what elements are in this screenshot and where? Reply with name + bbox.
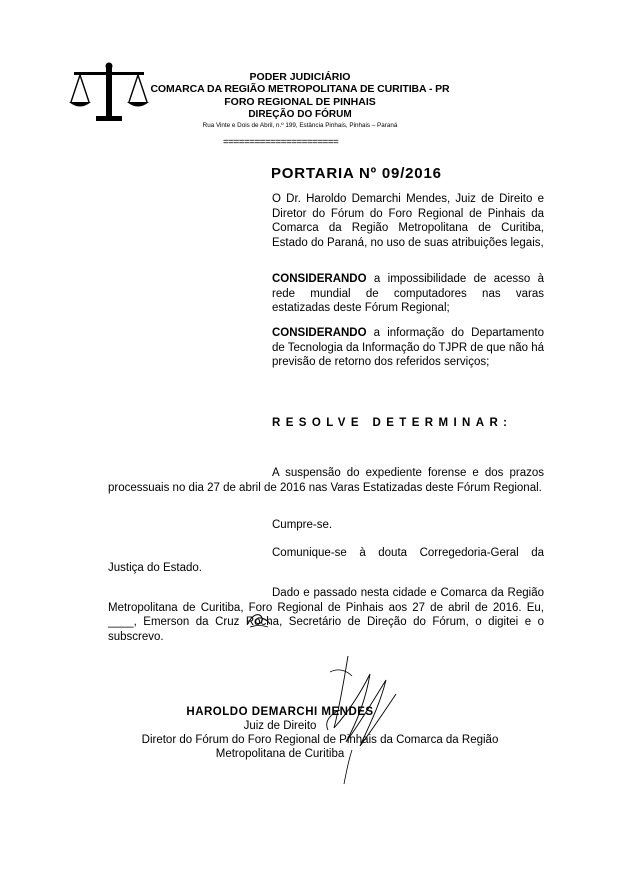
intro-paragraph: O Dr. Haroldo Demarchi Mendes, Juiz de Direito e Diretor do Fórum do Foro Regional de Pinhais da Comarca da Região Metropolitana de Curitiba, Estado do Paraná, no uso de suas atribuições legais, [272, 193, 544, 249]
cumpra-line: Cumpre-se. [272, 519, 333, 531]
scales-of-justice-icon [68, 62, 150, 124]
considerando-keyword: CONSIDERANDO [272, 327, 367, 339]
header-comarca: COMARCA DA REGIÃO METROPOLITANA DE CURITIBA - PR [150, 83, 450, 95]
signature-position-line1: Diretor do Fórum do Foro Regional de Pinhais da Comarca da Região [141, 734, 499, 746]
signature-role: Juiz de Direito [243, 720, 317, 732]
header-poder-judiciario: PODER JUDICIÁRIO [249, 71, 351, 83]
header-direcao: DIREÇÃO DO FÓRUM [248, 109, 352, 120]
resolve-heading: RESOLVE DETERMINAR: [272, 417, 513, 429]
considerando-paragraph-1 [272, 272, 544, 316]
initials-signature [246, 610, 272, 630]
considerando-text: a impossibilidade de acesso à rede mundial de computadores nas varas estatizadas deste Fórum Regional; [272, 273, 544, 314]
determination-paragraph: A suspensão do expediente forense e dos prazos processuais no dia 27 de abril de 2016 nas Varas Estatizadas deste Fórum Regional. [108, 467, 544, 494]
dado-paragraph: Dado e passado nesta cidade e Comarca da Região Metropolitana de Curitiba, Foro Regional de Pinhais aos 27 de abril de 2016. Eu, ____, Emerson da Cruz Rocha, Secretário de Direção do Fórum, o digitei e o subscrevo. [108, 587, 544, 643]
signature-name: HAROLDO DEMARCHI MENDES [186, 706, 374, 718]
considerando-paragraph-2 [272, 326, 544, 370]
header-divider: ====================== [223, 137, 339, 148]
header-address: Rua Vinte e Dois de Abril, n.º 199, Estância Pinhais, Pinhais – Paraná [202, 122, 398, 129]
document-title: PORTARIA Nº 09/2016 [271, 165, 442, 182]
comunique-paragraph: Comunique-se à douta Corregedoria-Geral da Justiça do Estado. [108, 547, 544, 574]
signature-position-line2: Metropolitana de Curitiba [215, 748, 345, 760]
considerando-text: a informação do Departamento de Tecnologia da Informação do TJPR de que não há previsão de retorno dos referidos serviços; [272, 327, 544, 368]
header-foro: FORO REGIONAL DE PINHAIS [224, 96, 376, 108]
considerando-keyword: CONSIDERANDO [272, 273, 367, 285]
